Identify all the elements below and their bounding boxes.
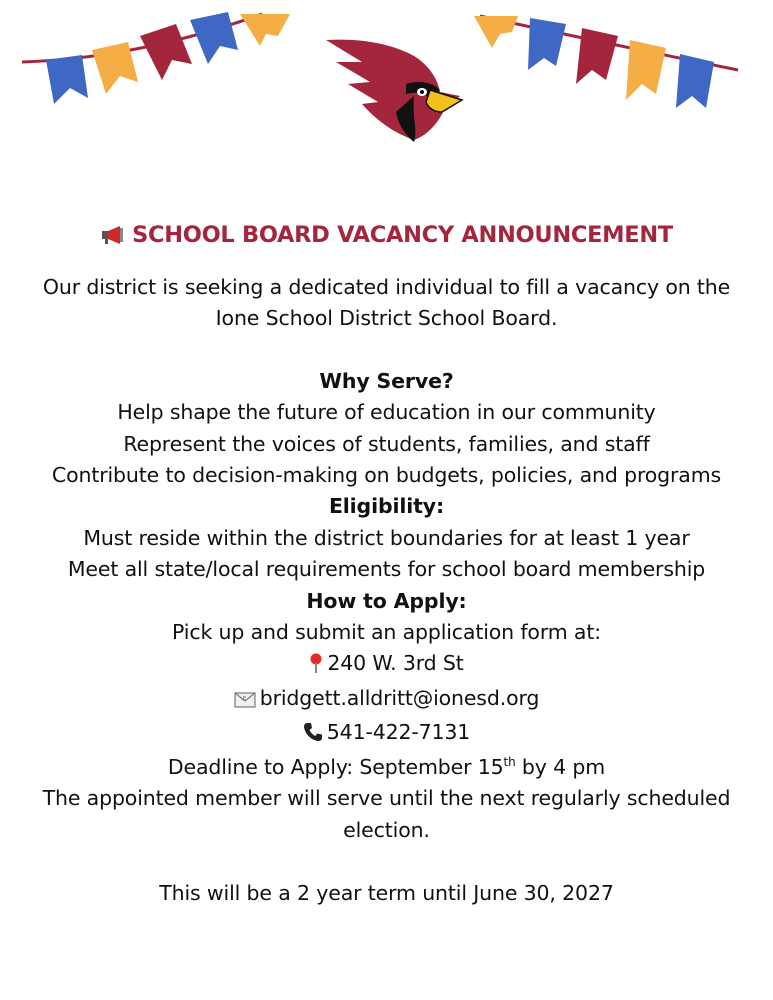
intro-line: Ione School District School Board. bbox=[215, 306, 558, 331]
bunting-flag bbox=[46, 55, 88, 104]
eligibility-item: Must reside within the district boundaries for at least 1 year bbox=[83, 525, 690, 550]
eligibility-heading: Eligibility: bbox=[328, 494, 445, 519]
how-to-apply-heading: How to Apply: bbox=[306, 588, 467, 613]
term-length: This will be a 2 year term until June 30, 2027 bbox=[159, 880, 614, 905]
bunting-flag bbox=[528, 18, 566, 70]
announcement-title bbox=[0, 222, 773, 248]
bunting-flag bbox=[676, 54, 714, 108]
why-serve-item: Represent the voices of students, families, and staff bbox=[123, 431, 650, 456]
bunting-flag bbox=[190, 12, 238, 64]
deadline-ordinal: th bbox=[503, 754, 516, 769]
bunting-left-decoration bbox=[0, 0, 300, 120]
phone-text[interactable]: 541-422-7131 bbox=[326, 720, 471, 745]
cardinal-mascot-icon bbox=[322, 36, 464, 144]
deadline-suffix: by 4 pm bbox=[515, 754, 606, 779]
svg-text:E: E bbox=[242, 695, 246, 702]
phone-line bbox=[0, 717, 773, 751]
why-serve-item: Help shape the future of education in our community bbox=[117, 400, 656, 425]
apply-instructions: Pick up and submit an application form at: bbox=[172, 620, 601, 645]
bunting-flag bbox=[140, 24, 192, 80]
deadline-prefix: Deadline to Apply: September 15 bbox=[167, 754, 504, 779]
pin-icon bbox=[309, 651, 323, 682]
envelope-icon bbox=[234, 686, 256, 717]
phone-icon bbox=[303, 720, 323, 751]
bunting-flag bbox=[626, 40, 666, 100]
email-line bbox=[0, 683, 773, 717]
bunting-flag bbox=[576, 28, 618, 84]
bunting-flag bbox=[474, 16, 518, 48]
title-text: SCHOOL BOARD VACANCY ANNOUNCEMENT bbox=[132, 222, 673, 248]
bunting-flag bbox=[240, 14, 290, 46]
bunting-right-decoration bbox=[470, 0, 773, 120]
why-serve-heading: Why Serve? bbox=[319, 368, 454, 393]
address-line bbox=[0, 648, 773, 682]
email-link[interactable]: bridgett.alldritt@ionesd.org bbox=[259, 685, 540, 710]
intro-line: Our district is seeking a dedicated individual to fill a vacancy on the bbox=[42, 275, 731, 299]
deadline-line bbox=[0, 752, 773, 783]
announcement-body bbox=[0, 222, 773, 909]
term-note: The appointed member will serve until the next regularly scheduled election. bbox=[42, 786, 731, 842]
address-text: 240 W. 3rd St bbox=[327, 651, 464, 676]
megaphone-icon bbox=[100, 225, 126, 245]
why-serve-item: Contribute to decision-making on budgets, policies, and programs bbox=[51, 463, 722, 488]
eligibility-item: Meet all state/local requirements for school board membership bbox=[67, 557, 706, 582]
